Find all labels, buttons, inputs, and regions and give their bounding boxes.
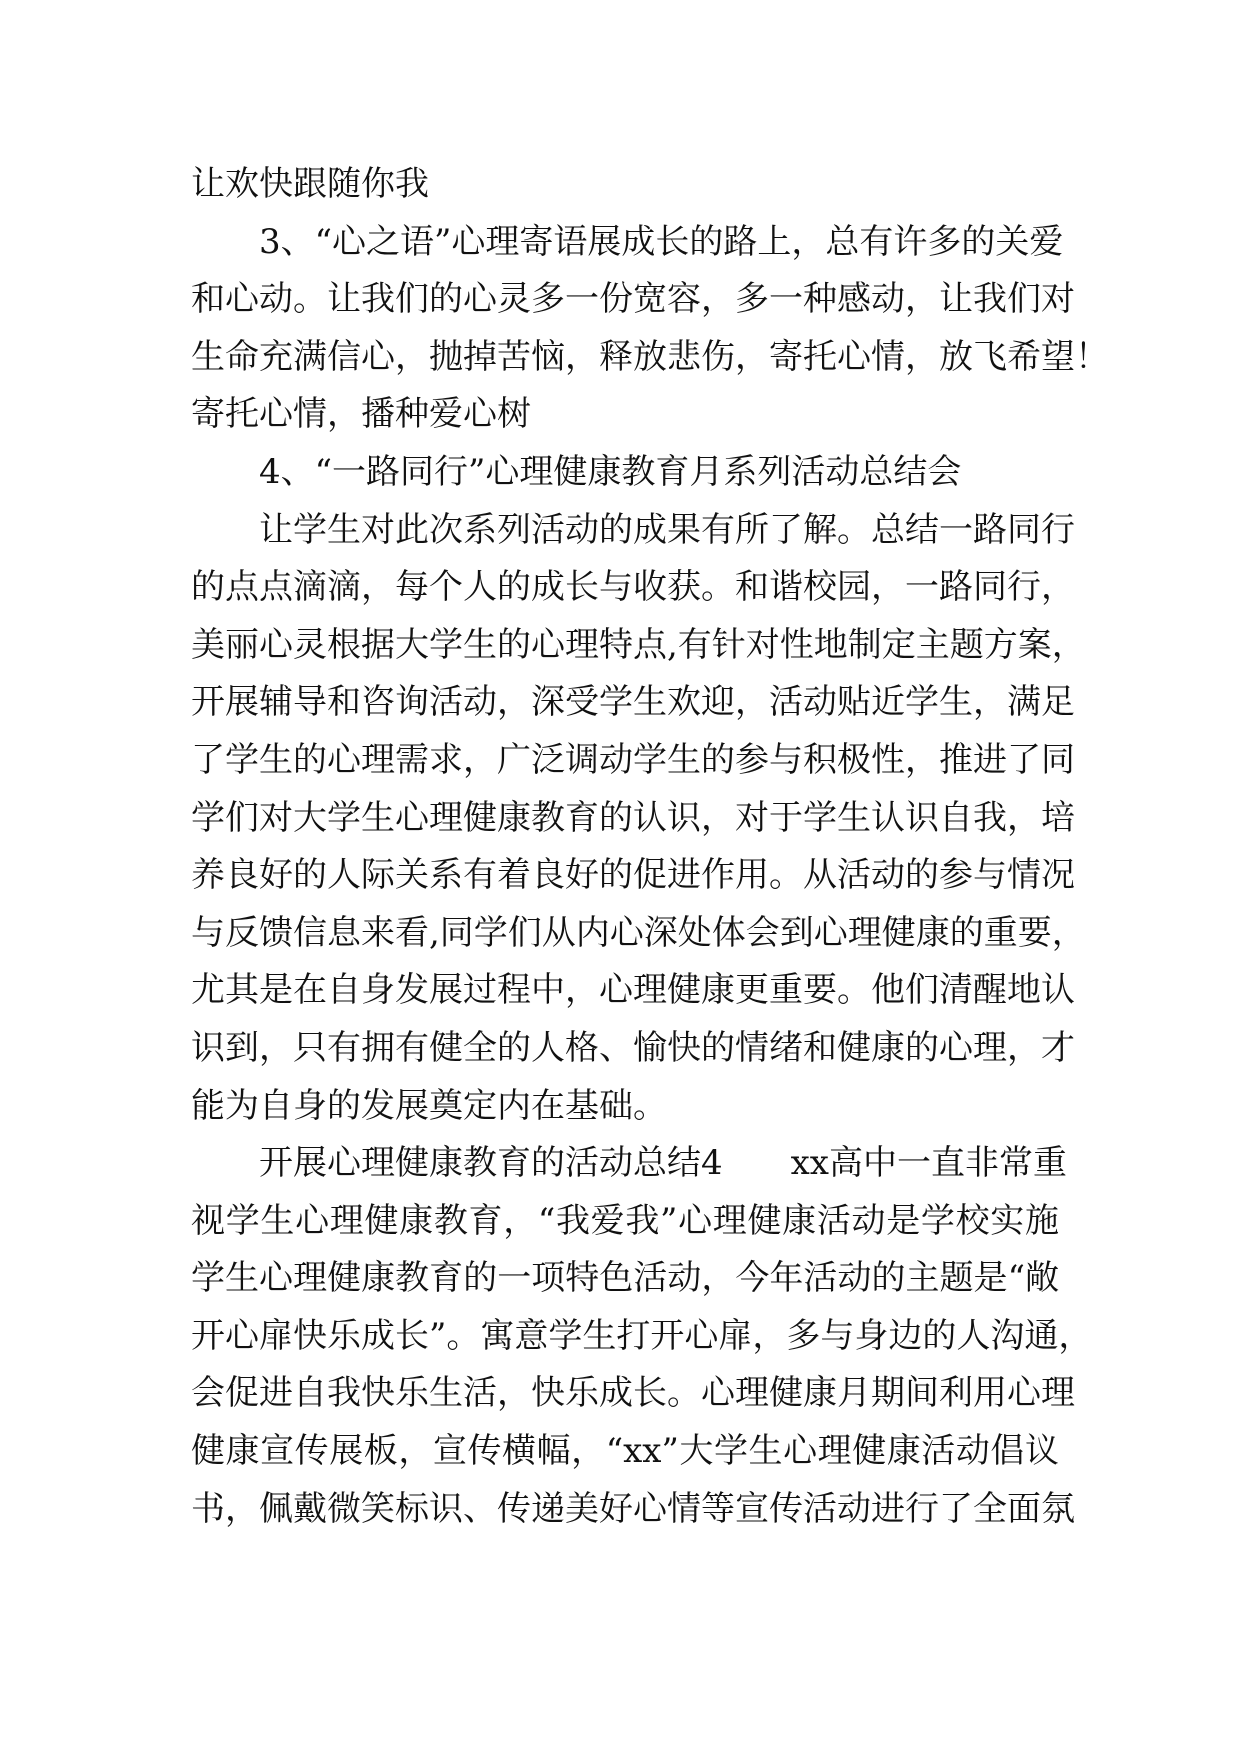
text-line: 视学生心理健康教育，“我爱我”心理健康活动是学校实施 bbox=[191, 1200, 1059, 1241]
document-body bbox=[191, 156, 1109, 1538]
text-line: 了学生的心理需求，广泛调动学生的参与积极性，推进了同 bbox=[191, 739, 1075, 780]
text-line: 会促进自我快乐生活，快乐成长。心理健康月期间利用心理 bbox=[191, 1373, 1075, 1414]
text-line: 养良好的人际关系有着良好的促进作用。从活动的参与情况 bbox=[191, 855, 1075, 896]
text-line: 健康宣传展板，宣传横幅，“xx”大学生心理健康活动倡议 bbox=[191, 1431, 1059, 1472]
text-line: 学们对大学生心理健康教育的认识，对于学生认识自我，培 bbox=[191, 797, 1075, 838]
text-line: 让欢快跟随你我 bbox=[191, 164, 429, 204]
text-line: 学生心理健康教育的一项特色活动，今年活动的主题是“敞 bbox=[191, 1258, 1059, 1299]
text-line: 开展辅导和咨询活动，深受学生欢迎，活动贴近学生，满足 bbox=[191, 682, 1075, 723]
text-line: 书，佩戴微笑标识、传递美好心情等宣传活动进行了全面氛 bbox=[191, 1488, 1075, 1529]
text-line: 让学生对此次系列活动的成果有所了解。总结一路同行 bbox=[259, 509, 1075, 550]
text-line: 能为自身的发展奠定内在基础。 bbox=[191, 1085, 667, 1126]
text-line: 尤其是在自身发展过程中，心理健康更重要。他们清醒地认 bbox=[191, 970, 1075, 1011]
text-line: 开展心理健康教育的活动总结4 xx高中一直非常重 bbox=[259, 1143, 1067, 1184]
text-line: 的点点滴滴，每个人的成长与收获。和谐校园，一路同行， bbox=[191, 567, 1075, 608]
text-line: 3、“心之语”心理寄语展成长的路上，总有许多的关爱 bbox=[259, 221, 1064, 262]
text-line: 寄托心情，播种爱心树 bbox=[191, 394, 531, 435]
text-line: 和心动。让我们的心灵多一份宽容，多一种感动，让我们对 bbox=[191, 279, 1075, 320]
text-line: 识到，只有拥有健全的人格、愉快的情绪和健康的心理，才 bbox=[191, 1027, 1075, 1068]
text-line: 美丽心灵根据大学生的心理特点,有针对性地制定主题方案， bbox=[191, 624, 1086, 665]
text-line: 与反馈信息来看,同学们从内心深处体会到心理健康的重要， bbox=[191, 912, 1086, 953]
text-line: 开心扉快乐成长”。寓意学生打开心扉，多与身边的人沟通， bbox=[191, 1315, 1093, 1356]
text-line: 4、“一路同行”心理健康教育月系列活动总结会 bbox=[259, 451, 962, 492]
text-line: 生命充满信心，抛掉苦恼，释放悲伤，寄托心情，放飞希望！ bbox=[191, 336, 1109, 377]
